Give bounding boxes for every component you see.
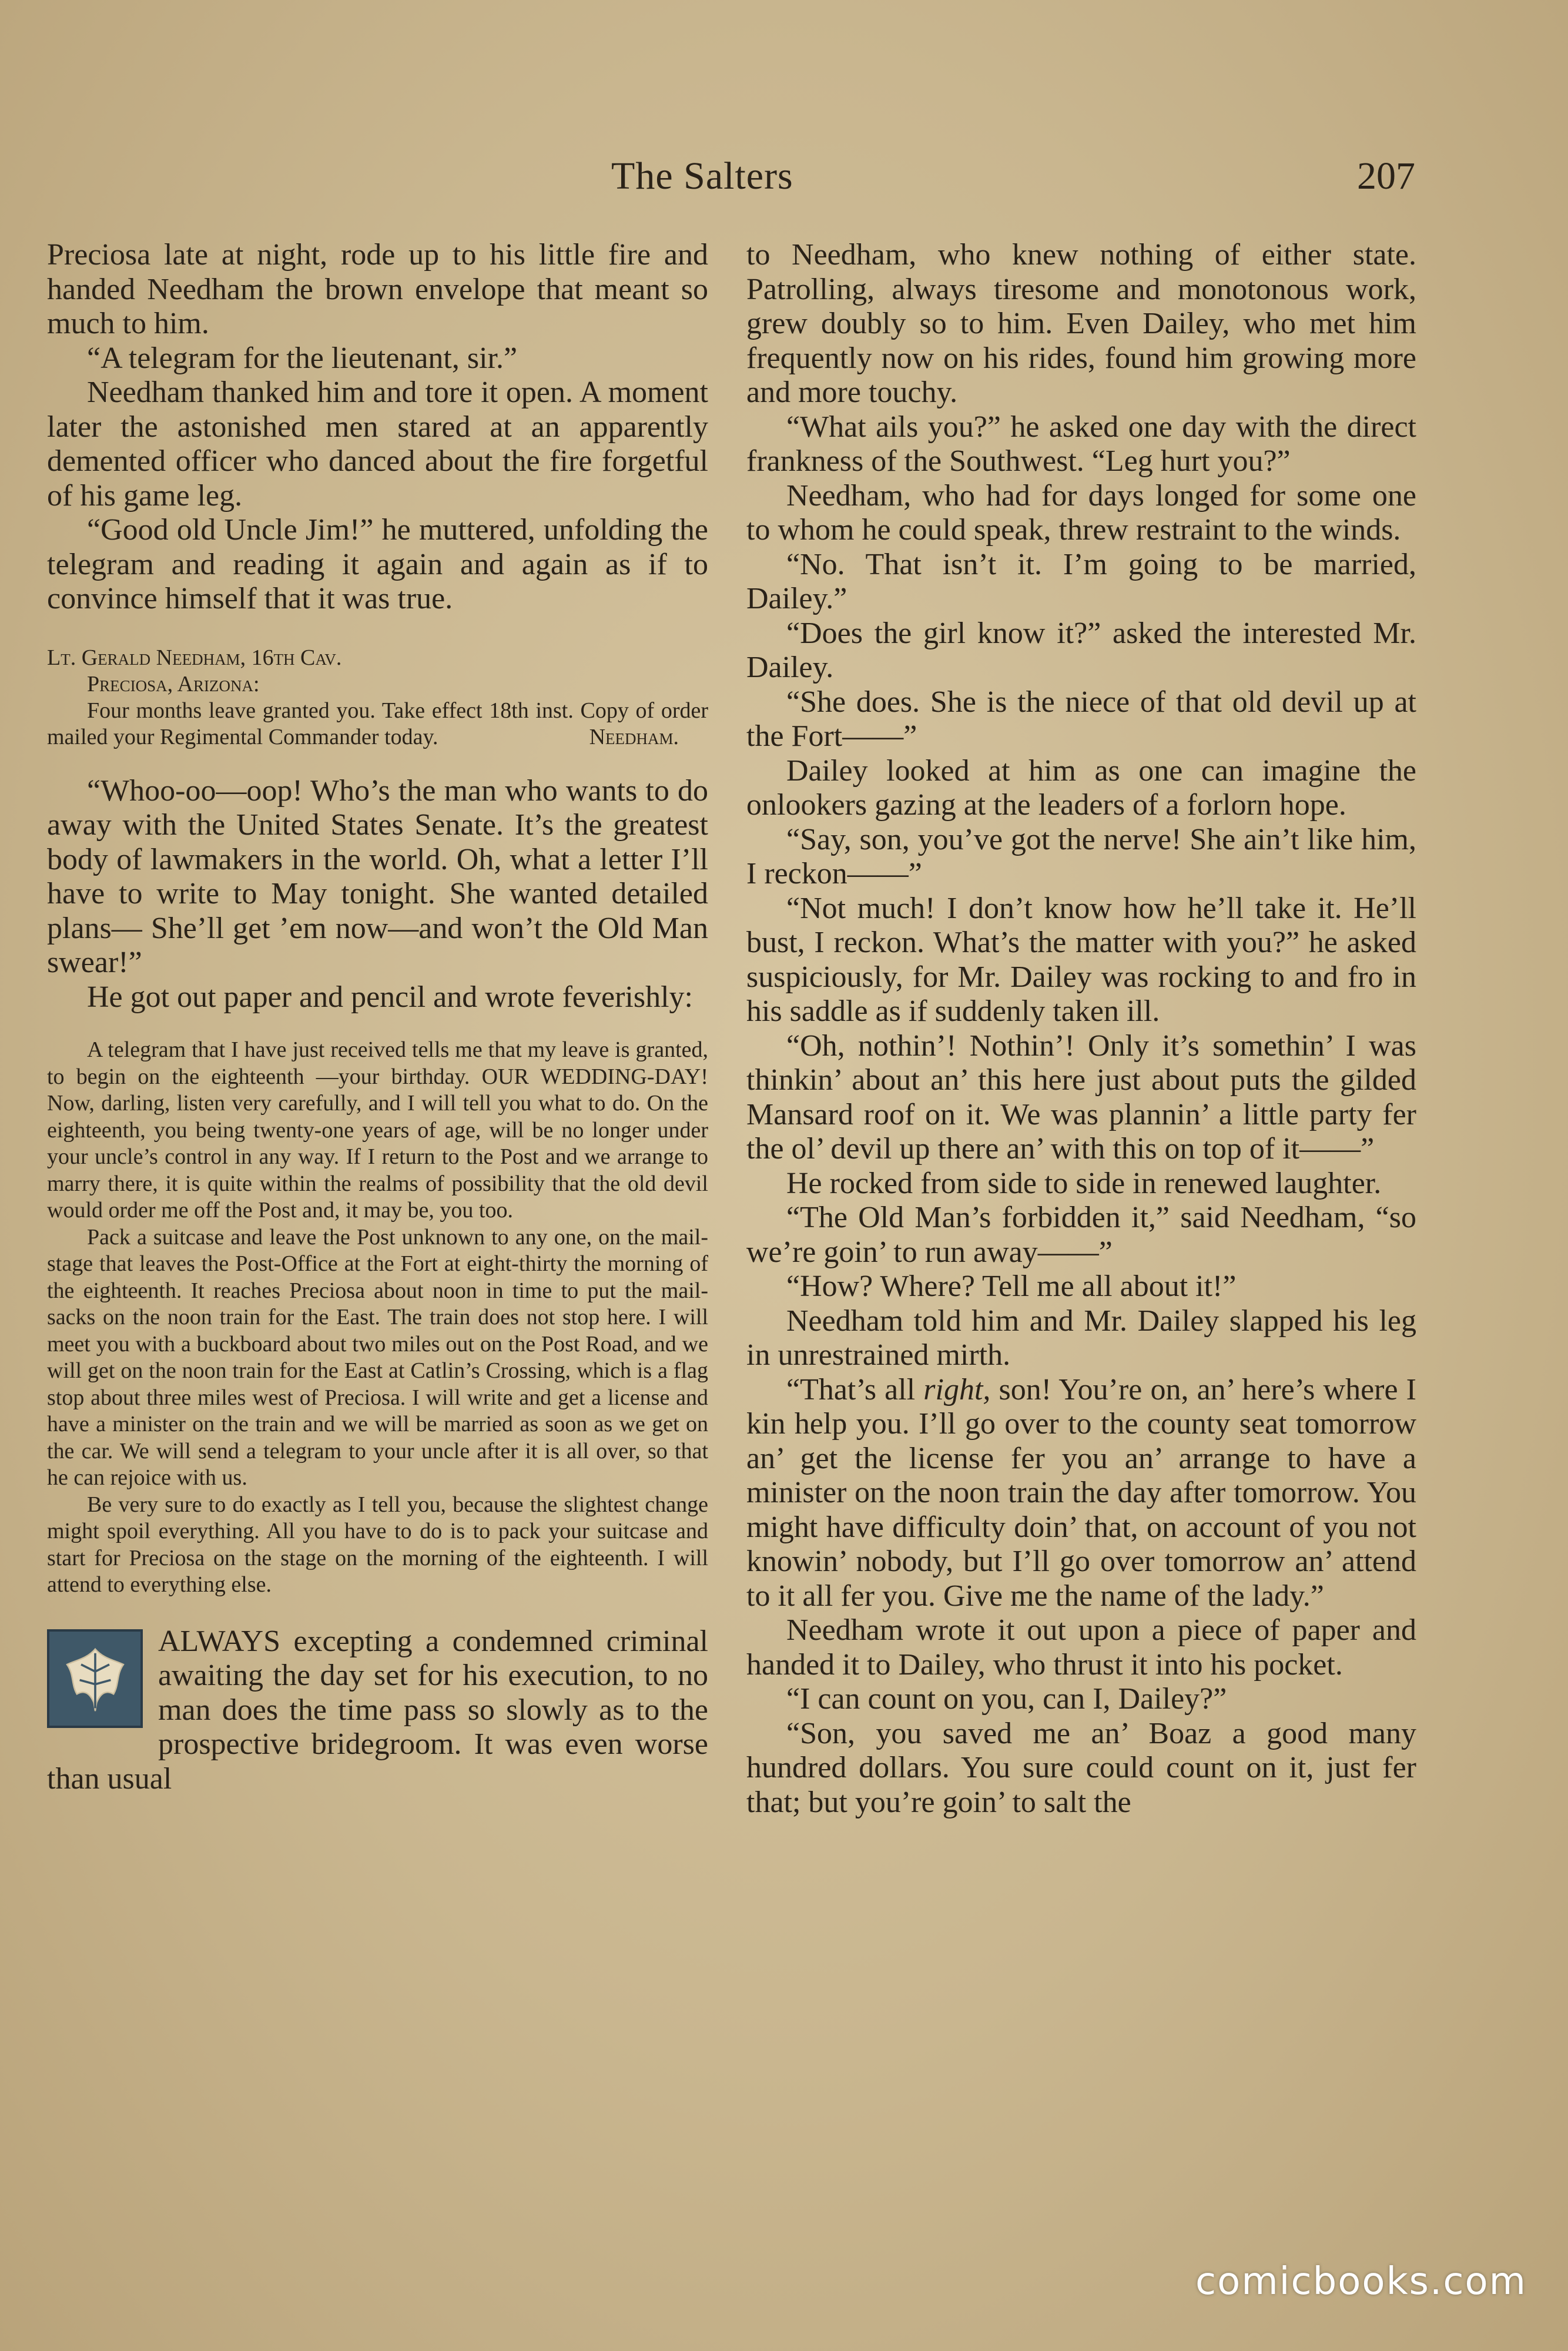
leaf-ornament-icon — [47, 1629, 143, 1728]
text-run: “That’s all — [786, 1372, 924, 1406]
paragraph: Needham thanked him and tore it open. A moment later the astonished men stared at an apparently demented officer who danced about the fire forgetful of his game leg. — [47, 376, 708, 513]
telegram-addressee: Lt. Gerald Needham, 16th Cav. — [47, 645, 342, 670]
paragraph: “Good old Uncle Jim!” he muttered, unfolding the telegram and reading it again and again as if to convince himself that it was true. — [47, 513, 708, 615]
paragraph: “Oh, nothin’! Nothin’! Only it’s somethin’ I was thinkin’ about an’ this here just about puts the gilded Mansard roof on it. We was plannin’ a little party fer the ol’ devil up there an’ with this on top of it——” — [746, 1029, 1416, 1166]
paragraph: “What ails you?” he asked one day with the direct frankness of the Southwest. “Leg hurt you?” — [746, 410, 1416, 478]
watermark: comicbooks.com — [1195, 2260, 1527, 2303]
paragraph: Needham wrote it out upon a piece of paper and handed it to Dailey, who thrust it into his pocket. — [746, 1613, 1416, 1682]
paragraph: “I can count on you, can I, Dailey?” — [786, 1682, 1227, 1716]
paragraph: “Not much! I don’t know how he’ll take it. He’ll bust, I reckon. What’s the matter with you?” he asked suspiciously, for Mr. Dailey was rocking to and fro in his saddle as if suddenly taken ill. — [746, 891, 1416, 1028]
paragraph: He got out paper and pencil and wrote feverishly: — [87, 980, 693, 1014]
telegram-text: Four months leave granted you. Take effect 18th inst. Copy of order mailed your Regimental Commander today. — [47, 698, 708, 749]
telegram-body — [47, 698, 708, 751]
paragraph: “She does. She is the niece of that old devil up at the Fort——” — [746, 685, 1416, 753]
left-column — [47, 238, 708, 1796]
paragraph: “Does the girl know it?” asked the interested Mr. Dailey. — [746, 616, 1416, 684]
letter-paragraph: Be very sure to do exactly as I tell you, because the slightest change might spoil everything. All you have to do is to pack your suitcase and start for Preciosa on the stage on the morning of the eighteenth. I will attend to everything else. — [47, 1492, 708, 1597]
paragraph: “No. That isn’t it. I’m going to be married, Dailey.” — [746, 547, 1416, 615]
emphasis: right, — [923, 1372, 991, 1406]
paragraph — [746, 1373, 1416, 1614]
paragraph: “Son, you saved me an’ Boaz a good many hundred dollars. You sure could count on it, just fer that; but you’re goin’ to salt the — [746, 1716, 1416, 1819]
paragraph: Needham told him and Mr. Dailey slapped his leg in unrestrained mirth. — [746, 1304, 1416, 1372]
paragraph: Needham, who had for days longed for some one to whom he could speak, threw restraint to the winds. — [746, 478, 1416, 547]
letter-block — [47, 1037, 708, 1599]
paragraph: He rocked from side to side in renewed laughter. — [786, 1166, 1382, 1200]
letter-paragraph: Pack a suitcase and leave the Post unknown to any one, on the mail-stage that leaves the Post-Office at the Fort at eight-thirty the morning of the eighteenth. It reaches Preciosa about noon in time to put the mail-sacks on the noon train for the East. The train does not stop here. I will meet you with a buckboard about two miles out on the Post Road, and we will get on the noon train for the East at Catlin’s Crossing, which is a flag stop about three miles west of Preciosa. I will write and get a license and have a minister on the train and we will be married as soon as we get on the car. We will send a telegram to your uncle after it is all over, so that he can rejoice with us. — [47, 1224, 708, 1490]
paragraph: ALWAYS excepting a condemned criminal awaiting the day set for his execution, to no man does the time pass so slowly as to the prospective bridegroom. It was even worse than usual — [47, 1624, 708, 1796]
paragraph: “Whoo-oo—oop! Who’s the man who wants to do away with the United States Senate. It’s the greatest body of lawmakers in the world. Oh, what a letter I’ll have to write to May tonight. She wanted detailed plans— She’ll get ’em now—and won’t the Old Man swear!” — [47, 773, 708, 979]
telegram-signature: Needham. — [589, 724, 679, 749]
telegram-block — [47, 645, 708, 751]
paragraph: “Say, son, you’ve got the nerve! She ain’t like him, I reckon——” — [746, 822, 1416, 890]
paragraph: to Needham, who knew nothing of either state. Patrolling, always tiresome and monotonous work, grew doubly so to him. Even Dailey, who met him frequently now on his rides, found him growing more and more touchy. — [746, 238, 1416, 409]
paragraph: Dailey looked at him as one can imagine the onlookers gazing at the leaders of a forlorn hope. — [746, 753, 1416, 822]
running-title: The Salters — [611, 155, 793, 197]
telegram-location: Preciosa, Arizona: — [87, 671, 260, 696]
right-column — [746, 238, 1416, 1820]
paragraph: Preciosa late at night, rode up to his little fire and handed Needham the brown envelope that meant so much to him. — [47, 238, 708, 340]
paragraph: “A telegram for the lieutenant, sir.” — [87, 341, 518, 375]
paragraph: “How? Where? Tell me all about it!” — [786, 1270, 1237, 1303]
section-break — [47, 1625, 708, 1797]
text-run: son! You’re on, an’ here’s where I kin help you. I’ll go over to the county seat tomorrow an’ get the license fer you an’ arrange to have a minister on the noon train the day after tomorrow. You might have difficulty doin’ that, on account of you not knowin’ nobody, but I’ll go over tomorrow an’ attend to it all fer you. Give me the name of the lady.” — [746, 1372, 1416, 1613]
running-head — [0, 154, 1568, 207]
page-number: 207 — [1357, 155, 1415, 197]
letter-paragraph: A telegram that I have just received tells me that my leave is granted, to begin on the eighteenth —your birthday. OUR WEDDING-DAY! Now, darling, listen very carefully, and I will tell you what to do. On the eighteenth, you being twenty-one years of age, will be no longer under your uncle’s control in any way. If I return to the Post and we arrange to marry there, it is quite within the realms of possibility that the old devil would order me off the Post and, it may be, you too. — [47, 1037, 708, 1223]
leaf-icon — [60, 1643, 130, 1714]
paragraph: “The Old Man’s forbidden it,” said Needham, “so we’re goin’ to run away——” — [746, 1201, 1416, 1269]
